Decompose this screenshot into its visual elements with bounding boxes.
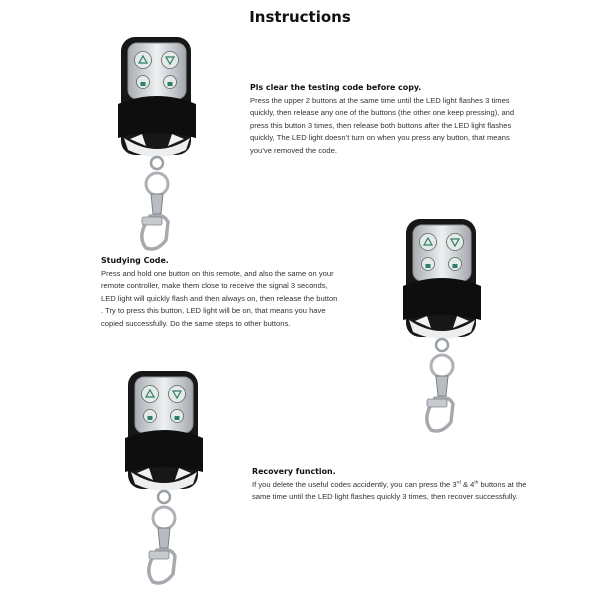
- recovery-body-part-1: If you delete the useful codes accidently, you can press the 3: [252, 479, 457, 489]
- recovery-sup-th: th: [474, 480, 479, 486]
- recovery-body: [252, 479, 542, 504]
- remote-image-right: [403, 218, 481, 433]
- recovery-sup-rd: rd: [456, 480, 461, 486]
- clear-code-section: [250, 82, 520, 158]
- clear-code-body: Press the upper 2 buttons at the same time until the LED light flashes 3 times quickly, then release any one of the buttons (the other one keep pressing), and press this button 3 times, then release both buttons after the LED light flashes quickly, The LED light doesn’t turn on when you press any button, that means you’ve removed the code.: [250, 95, 515, 155]
- studying-code-section: [101, 255, 341, 331]
- page-title: Instructions: [249, 8, 351, 26]
- recovery-body-part-3: buttons at the same time until the LED light flashes quickly 3 times, then recover successfully.: [252, 479, 527, 502]
- recovery-heading: Recovery function.: [252, 467, 336, 476]
- studying-code-body: Press and hold one button on this remote, and also the same on your remote controller, make them close to receive the signal 3 seconds, LED light will quickly flash and then always on, then release the button . Try to press this button, LED light will be on, that means you have copied successfully. Do the same steps to other buttons.: [101, 268, 338, 328]
- remote-image-top: [118, 36, 196, 251]
- recovery-section: [252, 466, 542, 504]
- studying-code-heading: Studying Code.: [101, 256, 169, 265]
- remote-image-bottom: [125, 370, 203, 585]
- recovery-body-part-2: & 4: [460, 479, 475, 489]
- clear-code-heading: Pls clear the testing code before copy.: [250, 83, 422, 92]
